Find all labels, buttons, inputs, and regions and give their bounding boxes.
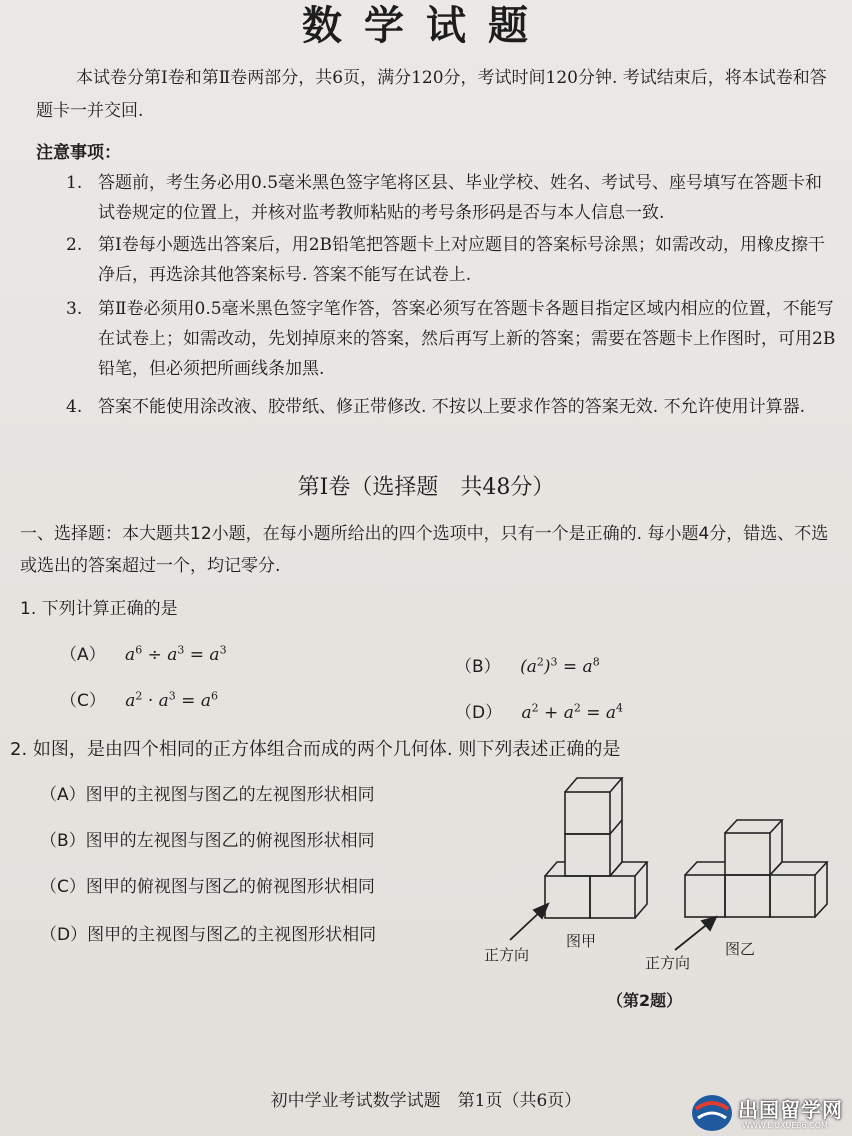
page-footer: 初中学业考试数学试题 第1页（共6页） bbox=[270, 1091, 582, 1111]
notes-heading: 注意事项： bbox=[36, 143, 121, 163]
direction-label-1: 正方向 bbox=[484, 946, 530, 964]
note-text: 第Ⅱ卷必须用0.5毫米黑色签字笔作答，答案必须写在答题卡各题目指定区域内相应的位置，不能写在试卷上；如需改动，先划掉原来的答案，然后再写上新的答案；需要在答题卡上作图时，可用2B铅笔，但必须把所画线条加黑. bbox=[98, 299, 836, 379]
cube-top-face bbox=[770, 862, 827, 875]
figure-yi-label: 图乙 bbox=[725, 940, 756, 958]
cube bbox=[725, 875, 770, 917]
note-text: 第Ⅰ卷每小题选出答案后，用2B铅笔把答题卡上对应题目的答案标号涂黑；如需改动，用橡皮擦干净后，再选涂其他答案标号. 答案不能写在试卷上. bbox=[98, 235, 826, 285]
q2-option-d: （D）图甲的主视图与图乙的主视图形状相同 bbox=[40, 925, 377, 945]
intro-paragraph: 本试卷分第Ⅰ卷和第Ⅱ卷两部分，共6页，满分120分，考试时间120分钟. 考试结束后，将本试卷和答题卡一并交回. bbox=[36, 68, 827, 121]
option-formula: $a^6 \div a^3 = a^3$ bbox=[125, 643, 227, 665]
figure-yi-cubes bbox=[685, 820, 827, 917]
q2-option-b: （B）图甲的左视图与图乙的俯视图形状相同 bbox=[40, 831, 375, 851]
section-title: 第Ⅰ卷（选择题 共48分） bbox=[297, 475, 555, 500]
question-1-stem: 1. 下列计算正确的是 bbox=[20, 599, 178, 619]
q1-option-c bbox=[60, 686, 218, 711]
question-2-stem: 2. 如图，是由四个相同的正方体组合而成的两个几何体. 则下列表述正确的是 bbox=[10, 739, 621, 760]
cube-side-face bbox=[770, 820, 782, 875]
q2-option-c: （C）图甲的俯视图与图乙的俯视图形状相同 bbox=[40, 877, 375, 897]
option-formula: $(a^2)^3 = a^8$ bbox=[520, 655, 600, 677]
note-number: 2. bbox=[66, 235, 83, 255]
note-number: 4. bbox=[66, 397, 83, 417]
cube bbox=[725, 833, 770, 875]
note-item bbox=[66, 294, 836, 384]
note-item bbox=[66, 392, 836, 422]
cube bbox=[770, 875, 815, 917]
option-formula: $a^2 \cdot a^3 = a^6$ bbox=[125, 689, 218, 711]
question-section-intro: 一、选择题：本大题共12小题，在每小题所给出的四个选项中，只有一个是正确的. 每小题4分，错选、不选或选出的答案超过一个，均记零分. bbox=[20, 524, 829, 576]
arrow-yi bbox=[675, 922, 710, 950]
watermark-url: WWW.LIUXUE86.COM bbox=[742, 1121, 828, 1130]
cube bbox=[545, 876, 590, 918]
q1-option-a bbox=[60, 640, 227, 665]
q1-option-d bbox=[455, 698, 623, 723]
cube bbox=[565, 792, 610, 834]
cube-side-face bbox=[610, 820, 622, 876]
cube-top-face bbox=[545, 862, 565, 876]
q1-option-b bbox=[455, 652, 600, 677]
option-label: （B） bbox=[455, 657, 501, 677]
option-label: （A） bbox=[60, 645, 106, 665]
figure-jia-cubes bbox=[545, 778, 647, 918]
note-text: 答题前，考生务必用0.5毫米黑色签字笔将区县、毕业学校、姓名、考试号、座号填写在答题卡和试卷规定的位置上，并核对监考教师粘贴的考号条形码是否与本人信息一致. bbox=[98, 173, 823, 223]
q2-option-a: （A）图甲的主视图与图乙的左视图形状相同 bbox=[40, 785, 375, 805]
cube-top-face bbox=[565, 778, 622, 792]
figure-caption: （第2题） bbox=[607, 991, 683, 1010]
note-item bbox=[66, 230, 836, 290]
note-number: 1. bbox=[66, 173, 83, 193]
option-formula: $a^2 + a^2 = a^4$ bbox=[521, 701, 624, 723]
figure-jia-label: 图甲 bbox=[566, 932, 597, 950]
cube-top-face bbox=[610, 862, 647, 876]
cube-side-face bbox=[635, 862, 647, 918]
option-label: （C） bbox=[60, 691, 106, 711]
cube-side-face bbox=[815, 862, 827, 917]
arrow-head bbox=[702, 917, 716, 930]
cube bbox=[590, 876, 635, 918]
page-title: 数学试题 bbox=[302, 2, 550, 49]
cube-top-face bbox=[725, 820, 782, 833]
arrow-jia bbox=[510, 910, 542, 940]
note-number: 3. bbox=[66, 299, 83, 319]
option-label: （D） bbox=[455, 703, 503, 723]
note-item bbox=[66, 168, 836, 228]
cube bbox=[565, 834, 610, 876]
watermark-text: 出国留学网 bbox=[738, 1098, 843, 1122]
cube bbox=[685, 875, 725, 917]
cube-top-face bbox=[685, 862, 725, 875]
note-text: 答案不能使用涂改液、胶带纸、修正带修改. 不按以上要求作答的答案无效. 不允许使用计算器. bbox=[98, 397, 806, 417]
direction-label-2: 正方向 bbox=[645, 954, 691, 972]
cube-side-face bbox=[610, 778, 622, 834]
